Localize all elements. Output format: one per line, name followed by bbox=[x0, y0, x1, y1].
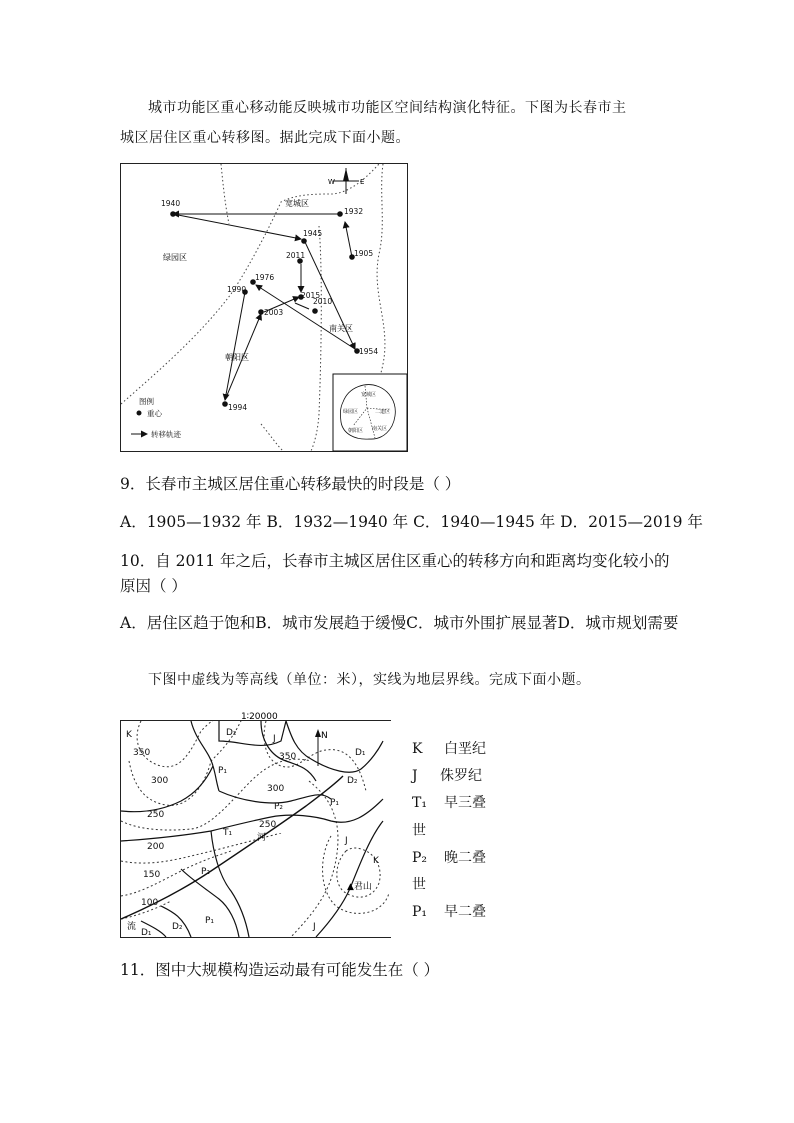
mountain-label: ▲君山 bbox=[347, 882, 372, 892]
river-label: 河 bbox=[257, 833, 267, 843]
legend-title: 图例 bbox=[139, 397, 154, 406]
intro-line-1: 城市功能区重心移动能反映城市功能区空间结构演化特征。下图为长春市主 bbox=[148, 100, 627, 116]
stratum-T1: T₁ bbox=[223, 828, 233, 838]
year-2011: 2011 bbox=[286, 251, 306, 260]
district-nanguan: 南关区 bbox=[329, 324, 353, 333]
year-2015: 2015 bbox=[301, 291, 321, 300]
year-1932: 1932 bbox=[344, 207, 364, 216]
north-label: N bbox=[321, 731, 328, 741]
compass-e: E bbox=[360, 178, 365, 186]
contour-150-w: 150 bbox=[143, 870, 161, 880]
question-10-stem-1: 10．自 2011 年之后，长春市主城区居住区重心的转移方向和距离均变化较小的 bbox=[120, 552, 670, 570]
legend-row-P2: P₂ 晚二叠 bbox=[412, 850, 486, 866]
legend-row-T1: T₁ 早三叠 bbox=[412, 795, 486, 811]
stratum-D1-ne: D₁ bbox=[355, 748, 366, 758]
stratum-P2-c: P₂ bbox=[274, 802, 284, 812]
contour-350-e: 350 bbox=[279, 752, 297, 762]
contour-lines bbox=[121, 721, 389, 937]
year-1945: 1945 bbox=[303, 229, 323, 238]
map1-legend bbox=[131, 396, 181, 439]
stratum-K-nw: K bbox=[126, 730, 132, 740]
stratum-J-n: J bbox=[273, 734, 276, 744]
question-11-stem: 11．图中大规模构造运动最有可能发生在（ ） bbox=[120, 961, 440, 979]
stratum-D2-n: D₂ bbox=[226, 728, 237, 738]
year-1994: 1994 bbox=[228, 403, 248, 412]
inset-chaoyang: 朝阳区 bbox=[348, 428, 364, 434]
stratum-P1-n: P₁ bbox=[218, 766, 228, 776]
legend-row-K: K 白垩纪 bbox=[412, 741, 486, 757]
contour-200-w: 200 bbox=[147, 842, 165, 852]
legend-center: 重心 bbox=[147, 409, 162, 418]
map2-scale: 1∶20000 bbox=[241, 712, 278, 722]
river-label-2: 流 bbox=[127, 922, 137, 932]
strata-boundaries bbox=[121, 721, 383, 937]
year-2003: 2003 bbox=[264, 308, 284, 317]
stratum-D2-ne: D₂ bbox=[347, 776, 358, 786]
contour-300-c: 300 bbox=[267, 784, 285, 794]
inset-nanguan: 南关区 bbox=[372, 426, 388, 432]
geologic-contour-map bbox=[120, 712, 391, 938]
north-arrow-icon bbox=[315, 729, 328, 766]
year-2010: 2010 bbox=[313, 297, 333, 306]
district-lvyuan: 绿园区 bbox=[163, 253, 187, 262]
district-chaoyang: 朝阳区 bbox=[225, 353, 249, 362]
inset-map bbox=[333, 374, 407, 451]
centroid-shift-map bbox=[120, 163, 408, 452]
year-1976: 1976 bbox=[255, 273, 275, 282]
contour-250-w: 250 bbox=[147, 810, 165, 820]
legend-row-P2-cont: 世 bbox=[412, 877, 426, 893]
intro2: 下图中虚线为等高线（单位：米），实线为地层界线。完成下面小题。 bbox=[148, 672, 591, 688]
legend-track: 转移轨迹 bbox=[151, 430, 181, 439]
stratum-J-e: J bbox=[345, 836, 348, 846]
stratum-D1-sw: D₁ bbox=[141, 928, 152, 938]
question-9-stem: 9．长春市主城区居住重心转移最快的时段是（ ） bbox=[120, 475, 461, 493]
question-10-stem-2: 原因（ ） bbox=[120, 577, 187, 595]
stratum-D2-sw: D₂ bbox=[172, 922, 183, 932]
stratum-J-se: J bbox=[313, 922, 316, 932]
inset-lvyuan: 绿园区 bbox=[343, 409, 359, 415]
legend-row-T1-cont: 世 bbox=[412, 823, 426, 839]
year-1954: 1954 bbox=[359, 347, 379, 356]
stratum-P2-sw: P₂ bbox=[201, 867, 211, 877]
inset-kuancheng: 宽城区 bbox=[361, 392, 377, 398]
contour-350-w: 350 bbox=[133, 748, 151, 758]
stratum-P1-sw: P₁ bbox=[205, 916, 215, 926]
contour-300-w: 300 bbox=[151, 776, 169, 786]
legend-row-J: J 侏罗纪 bbox=[412, 768, 482, 784]
compass-icon bbox=[328, 168, 364, 194]
district-kuancheng: 宽城区 bbox=[285, 199, 309, 208]
inset-erdao: 二道区 bbox=[375, 409, 391, 415]
compass-w: W bbox=[328, 178, 335, 186]
contour-250-c: 250 bbox=[259, 820, 277, 830]
intro-line-2: 城区居住区重心转移图。据此完成下面小题。 bbox=[120, 130, 410, 146]
shift-trajectory bbox=[173, 214, 355, 400]
legend-row-P1: P₁ 早二叠 bbox=[412, 904, 486, 920]
year-1990: 1990 bbox=[227, 285, 247, 294]
question-10-options: A．居住区趋于饱和B．城市发展趋于缓慢C．城市外围扩展显著D．城市规划需要 bbox=[120, 614, 679, 632]
contour-100-w: 100 bbox=[141, 898, 159, 908]
question-9-options: A．1905—1932 年 B．1932—1940 年 C．1940—1945 年 D．2015—2019 年 bbox=[120, 513, 703, 531]
year-1905: 1905 bbox=[354, 249, 374, 258]
year-1940: 1940 bbox=[161, 199, 181, 208]
stratum-P1-e: P₁ bbox=[330, 798, 340, 808]
stratum-K-e: K bbox=[373, 856, 379, 866]
